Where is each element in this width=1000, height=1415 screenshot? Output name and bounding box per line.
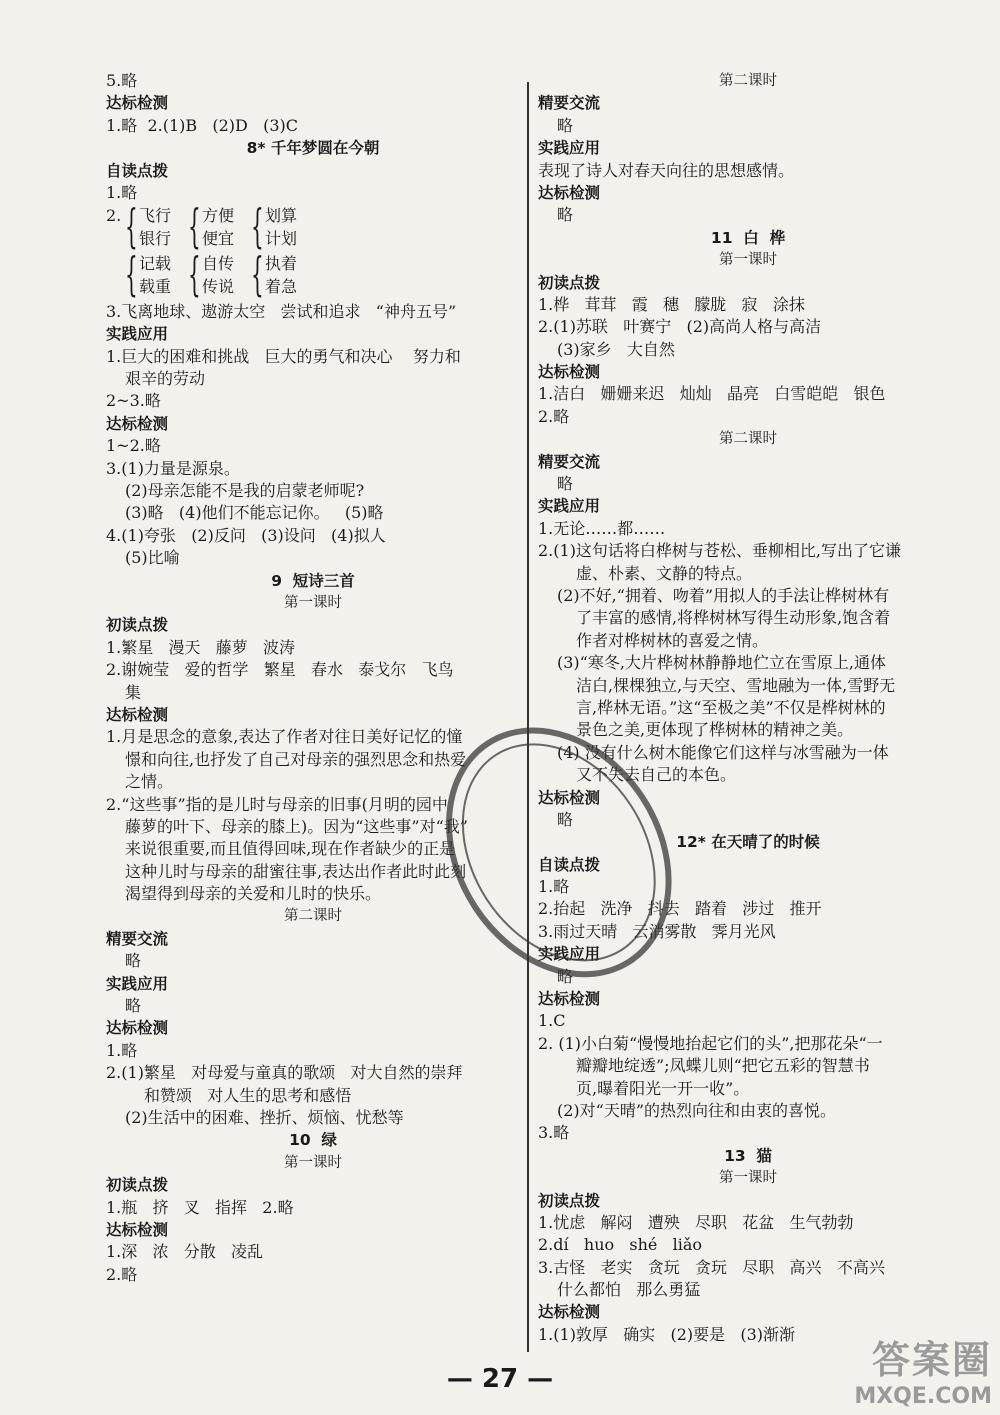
answer-line: 1.(1)敦厚 确实 (2)要是 (3)渐渐: [538, 1324, 796, 1344]
lesson-title: 13 猫: [724, 1146, 772, 1165]
answer-line: (2)对“天晴”的热烈向往和由衷的喜悦。: [557, 1100, 837, 1120]
answer-line: 略: [557, 205, 574, 225]
answer-line: 3.雨过天晴 云消雾散 霁月光风: [538, 921, 776, 941]
answer-line: 3.(1)力量是源泉。: [106, 458, 240, 478]
brace-icon: {: [125, 198, 138, 254]
answer-line: (2)不好,“拥着、吻着”用拟人的手法让桦树林有: [557, 585, 890, 605]
answer-line: 2.(1)这句话将白桦树与苍松、垂柳相比,写出了它谦: [538, 541, 902, 561]
group-number: 2.: [106, 206, 122, 226]
section-heading: 初读点拨: [106, 1176, 169, 1195]
answer-line: 1.瓶 挤 叉 指挥 2.略: [106, 1197, 294, 1217]
answer-line: 又不失去自己的本色。: [576, 765, 737, 785]
watermark-bottom: MXQE.COM: [854, 1384, 992, 1409]
answer-line: 1.月是思念的意象,表达了作者对往日美好记忆的憧: [106, 727, 463, 747]
lesson-subtitle: 第二课时: [719, 73, 777, 89]
answer-line: 2.(1)繁星 对母爱与童真的歌颂 对大自然的崇拜: [106, 1063, 463, 1083]
lesson-subtitle: 第二课时: [719, 431, 777, 448]
section-heading: 自读点拨: [538, 855, 601, 874]
answer-line: 这种儿时与母亲的甜蜜往事,表达出作者此时此刻: [125, 861, 467, 881]
lesson-subtitle: 第一课时: [284, 1154, 342, 1171]
answer-line: 1.略: [538, 877, 570, 897]
section-heading: 达标检测: [106, 414, 169, 433]
word: 着急: [265, 276, 298, 296]
section-heading: 达标检测: [106, 1019, 169, 1038]
section-heading: 自读点拨: [106, 161, 169, 180]
answer-line: 艰辛的劳动: [125, 369, 206, 389]
group-number: [106, 253, 125, 298]
section-heading: 实践应用: [538, 139, 601, 158]
section-heading: 初读点拨: [538, 273, 601, 292]
section-heading: 达标检测: [106, 1220, 169, 1239]
word-pair: [125, 246, 188, 302]
answer-line: 1.略: [106, 182, 138, 202]
section-heading: 精要交流: [538, 452, 601, 471]
answer-line: 2.略: [538, 406, 570, 426]
answer-line: 1.C: [538, 1011, 566, 1031]
answer-line: (3)家乡 大自然: [557, 339, 675, 359]
answer-line: 2.略: [106, 1264, 138, 1284]
brace-icon: {: [251, 246, 264, 302]
section-heading: 初读点拨: [106, 616, 169, 635]
answer-line: 和赞颂 对人生的思考和感悟: [144, 1085, 352, 1105]
word: 划算: [265, 206, 298, 226]
answer-line: 2.谢婉莹 爱的哲学 繁星 春水 泰戈尔 飞鸟: [106, 660, 454, 680]
word-pair: [188, 246, 251, 302]
answer-line: 景色之美,更体现了桦树林的精神之美。: [576, 720, 854, 740]
answer-line: 2.(1)苏联 叶赛宁 (2)高尚人格与高洁: [538, 317, 822, 337]
answer-line: 5.略: [106, 71, 138, 90]
answer-line: 了丰富的感情,将桦树林写得生动形象,饱含着: [576, 608, 891, 628]
answer-line: 2.抬起 洗净 抖去 踏着 涉过 推开: [538, 899, 822, 919]
answer-line: 1~2.略: [106, 436, 161, 456]
answer-line: (3)“寒冬,大片桦树林静静地伫立在雪原上,通体: [557, 653, 887, 673]
word-pair: [188, 198, 251, 254]
answer-line: 1.洁白 姗姗来迟 灿灿 晶亮 白雪皑皑 银色: [538, 384, 886, 404]
lesson-subtitle: 第一课时: [719, 252, 777, 269]
answer-line: 憬和向往,也抒发了自己对母亲的强烈思念和热爱: [125, 749, 467, 769]
lesson-title: 10 绿: [289, 1131, 337, 1150]
answer-line: 1.巨大的困难和挑战 巨大的勇气和决心 努力和: [106, 346, 461, 366]
right-column: [538, 70, 958, 1346]
answer-line: 藤萝的叶下、母亲的膝上)。因为“这些事”对“我”: [125, 816, 468, 836]
answer-line: 虚、朴素、文静的特点。: [576, 563, 753, 583]
word-pair: [251, 198, 314, 254]
lesson-title: 9 短诗三首: [271, 571, 355, 590]
lesson-subtitle: 第二课时: [284, 908, 342, 925]
section-heading: 实践应用: [538, 497, 601, 516]
answer-line: (2)生活中的困难、挫折、烦恼、忧愁等: [125, 1107, 404, 1127]
lesson-subtitle: 第一课时: [284, 594, 342, 611]
brace-icon: {: [188, 246, 201, 302]
section-heading: 达标检测: [538, 183, 601, 202]
section-heading: 达标检测: [538, 788, 601, 807]
left-column: [106, 70, 520, 1286]
answer-line: 3.古怪 老实 贪玩 贪玩 尽职 高兴 不高兴: [538, 1257, 885, 1277]
answer-line: 3.略: [538, 1123, 570, 1143]
word: 便宜: [202, 228, 235, 248]
word: 方便: [202, 206, 235, 226]
answer-line: (3)略 (4)他们不能忘记你。 (5)略: [125, 503, 384, 523]
answer-line: 洁白,棵棵独立,与天空、雪地融为一体,雪野无: [576, 675, 896, 695]
lesson-title: 8* 千年梦圆在今朝: [246, 139, 380, 158]
section-heading: 达标检测: [538, 990, 601, 1009]
answer-line: 3.飞离地球、遨游太空 尝试和追求 “神舟五号”: [106, 301, 457, 321]
answer-line: 集: [125, 682, 142, 702]
section-heading: 达标检测: [538, 363, 601, 382]
brace-icon: {: [125, 246, 138, 302]
section-heading: 实践应用: [106, 974, 169, 993]
lesson-title: 12* 在天晴了的时候: [676, 833, 820, 852]
section-heading: 实践应用: [538, 945, 601, 964]
answer-line: (4) 没有什么树木能像它们这样与冰雪融为一体: [557, 742, 889, 762]
word: 自传: [202, 254, 235, 274]
answer-line: (5)比喻: [125, 548, 180, 568]
answer-line: 渴望得到母亲的关爱和儿时的快乐。: [125, 884, 382, 904]
word-pair: [251, 246, 314, 302]
section-heading: 达标检测: [106, 94, 169, 113]
answer-line: 1.桦 茸茸 霞 穗 朦胧 寂 涂抹: [538, 294, 805, 314]
section-heading: 精要交流: [538, 94, 601, 113]
watermark-logo: [854, 1329, 992, 1409]
lesson-subtitle: 第一课时: [719, 1170, 777, 1187]
answer-line: 略: [125, 996, 142, 1016]
page-number-value: 27: [481, 1364, 519, 1394]
answer-line: 1.繁星 漫天 藤萝 波涛: [106, 637, 296, 657]
word-pair: [125, 198, 188, 254]
section-heading: 初读点拨: [538, 1191, 601, 1210]
answer-line: 略: [125, 951, 142, 971]
answer-line: 4.(1)夸张 (2)反问 (3)设问 (4)拟人: [106, 525, 386, 545]
answer-line: 作者对桦树林的喜爱之情。: [576, 630, 769, 650]
answer-line: 来说很重要,而且值得回味,现在作者缺少的正是: [125, 839, 456, 859]
answer-line: 1.忧虑 解闷 遭殃 尽职 花盆 生气勃勃: [538, 1212, 854, 1232]
word: 飞行: [139, 206, 172, 226]
answer-line: 略: [557, 809, 574, 829]
lesson-title: 11 白 桦: [710, 228, 786, 247]
answer-line: 略: [557, 115, 574, 135]
answer-line: 2.dí huo shé liǎo: [538, 1235, 703, 1255]
answer-line: 略: [557, 966, 574, 986]
section-heading: 达标检测: [106, 705, 169, 724]
watermark-top: 答案圈: [871, 1338, 992, 1382]
page-number: — 27 —: [446, 1364, 554, 1394]
answer-line: 之情。: [125, 772, 174, 792]
brace-icon: {: [188, 198, 201, 254]
answer-line: 表现了诗人对春天向往的思想感情。: [538, 160, 795, 180]
word-group: [106, 198, 520, 254]
answer-line: 页,曝着阳光一开一收”。: [576, 1078, 750, 1098]
word: 银行: [139, 228, 172, 248]
word-group: [106, 246, 520, 302]
answer-line: 什么都怕 那么勇猛: [557, 1280, 701, 1300]
answer-line: 2~3.略: [106, 391, 161, 411]
answer-line: 1.深 浓 分散 凌乱: [106, 1242, 264, 1262]
answer-line: 1.略 2.(1)B (2)D (3)C: [106, 115, 299, 135]
answer-line: 1.无论……都……: [538, 518, 666, 538]
answer-line: 略: [557, 474, 574, 494]
word: 计划: [265, 228, 298, 248]
word: 传说: [202, 276, 235, 296]
section-heading: 达标检测: [538, 1303, 601, 1322]
answer-line: 言,桦林无语。”这“至极之美”不仅是桦树林的: [576, 697, 886, 717]
word: 记载: [139, 254, 172, 274]
answer-line: (2)母亲怎能不是我的启蒙老师呢?: [125, 481, 365, 501]
answer-line: 2. (1)小白菊“慢慢地抬起它们的头”,把那花朵“一: [538, 1033, 883, 1053]
word: 载重: [139, 276, 172, 296]
section-heading: 实践应用: [106, 325, 169, 344]
answer-line: 2.“这些事”指的是儿时与母亲的旧事(月明的园中: [106, 794, 448, 814]
word: 执着: [265, 254, 298, 274]
answer-line: 1.略: [106, 1040, 138, 1060]
answer-line: 瓣瓣地绽透”;凤蝶儿则“把它五彩的智慧书: [576, 1056, 870, 1076]
section-heading: 精要交流: [106, 929, 169, 948]
brace-icon: {: [251, 198, 264, 254]
